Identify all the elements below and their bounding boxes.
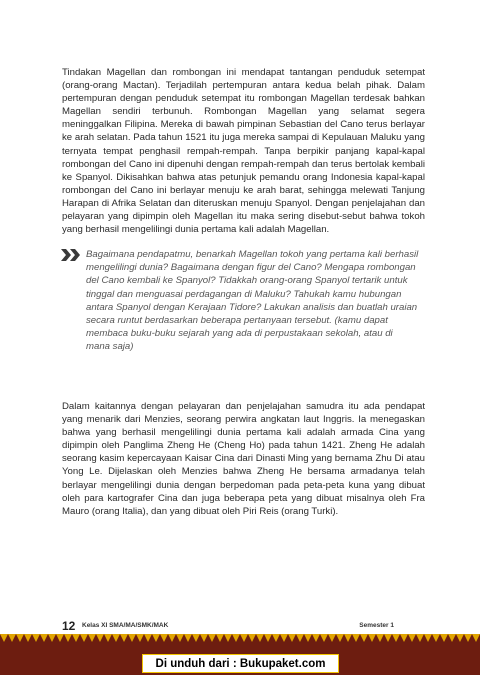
question-box — [62, 248, 425, 353]
bottom-banner — [0, 634, 480, 675]
question-text: Bagaimana pendapatmu, benarkah Magellan tokoh yang pertama kali berhasil mengelilingi dunia? Bagaimana dengan figur del Cano? Mengapa rombongan del Cano kembali ke Spanyol? Tidakkah orang-orang Spanyol tertarik untuk tinggal dan menguasai perdagangan di Maluku? Tahukah kamu hubungan antara Spanyol dengan Kerajaan Tidore? Lakukan analisis dan buatlah uraian secara runtut berdasarkan beberapa pertanyaan tersebut. (kamu dapat membaca buku-buku sejarah yang ada di perpustakaan sekolah, atau di mana saja) — [86, 249, 419, 352]
paragraph-menzies: Dalam kaitannya dengan pelayaran dan penjelajahan samudra itu ada pendapat yang menarik dari Menzies, seorang perwira angkatan laut Inggris. Ia menegaskan bahwa yang berhasil mengelilingi dunia pertama kali adalah armada Cina yang dipimpin oleh Panglima Zheng He (Cheng Ho) pada tahun 1421. Zheng He adalah seorang kasim kepercayaan Kaisar Cina dari Dinasti Ming yang bernama Zhu Di atau Yong Le. Dijelaskan oleh Menzies bahwa Zheng He bersama armadanya telah berlayar mengelilingi dunia dengan berpedoman pada peta-peta kuna yang dibuat oleh para kartografer Cina dan juga beberapa peta yang dibuat misalnya oleh Fra Mauro (orang Italia), dan yang dibuat oleh Piri Reis (orang Turki). — [62, 400, 425, 517]
paragraph-magellan: Tindakan Magellan dan rombongan ini mendapat tantangan penduduk setempat (orang-orang Mactan). Terjadilah pertempuran antara kedua belah pihak. Dalam pertempuran dengan penduduk setempat itu rombongan Magellan terdesak bahkan Magellan sendiri terbunuh. Rombongan Magellan yang selamat segera meninggalkan Filipina. Mereka di bawah pimpinan Sebastian del Cano terus berlayar ke arah selatan. Pada tahun 1521 itu juga mereka sampai di Kepulauan Maluku yang ternyata tempat penghasil rempah-rempah. Tanpa berpikir panjang kapal-kapal rombongan del Cano ini dipenuhi dengan rempah-rempah dan terus bertolak kembali ke Spanyol. Dikisahkan bahwa atas petunjuk pemandu orang Indonesia kapal-kapal rombongan del Cano ini berlayar menuju ke arah barat, sehingga melewati Tanjung Harapan di Afrika Selatan dan diteruskan menuju Spanyol. Dengan penjelajahan dan pelayaran yang dipimpin oleh Magellan itu maka sering disebut-sebut bahwa tokoh yang berhasil mengelilingi dunia pertama kali adalah Magellan. — [62, 67, 425, 236]
page-footer — [0, 616, 480, 636]
semester-label: Semester 1 — [359, 622, 394, 629]
page-content — [62, 66, 425, 518]
page-number: 12 — [62, 619, 76, 633]
class-label: Kelas XI SMA/MA/SMK/MAK — [82, 622, 169, 629]
double-chevron-right-icon — [60, 248, 82, 262]
decorative-border — [0, 634, 480, 644]
download-link[interactable]: Di unduh dari : Bukupaket.com — [142, 654, 339, 673]
